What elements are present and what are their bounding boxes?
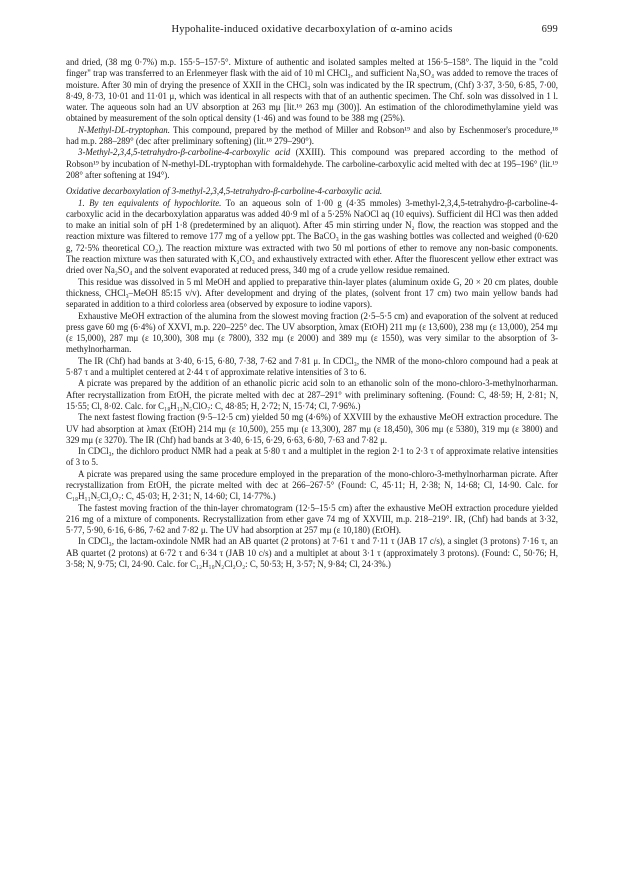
- paragraph-tlc: This residue was dissolved in 5 ml MeOH and applied to preparative thin-layer plates (aluminum oxide G, 20 × 20 cm plates, double thickness, CHCl₃–MeOH 85:15 v/v). After development and drying of the plates, (solvent front 17 cm) two main yellow bands had separated in addition to a third colorless area (observed by exposure to iodine vapors).: [66, 276, 558, 310]
- paragraph-text: (XXIII). This compound was prepared according to the method of Robson¹⁹ by incubation of N-methyl-DL-tryptophan with formaldehyde. The carboline-carboxylic acid melted with dec at 195–196° (lit.¹⁹ 208° after softening at 194°).: [66, 147, 558, 180]
- paragraph-hypochlorite-procedure: [66, 198, 558, 277]
- paragraph-carboline-acid: [66, 147, 558, 181]
- compound-name: N-Methyl-DL-tryptophan.: [78, 124, 170, 135]
- paragraph-text: This compound, prepared by the method of Miller and Robson¹⁹ and also by Eschenmoser's procedure,¹⁸ had m.p. 288–289° (dec after preliminary softening) (lit.¹⁸ 279–290°).: [66, 124, 558, 147]
- paragraph-xxviii-fraction: The next fastest flowing fraction (9·5–12·5 cm) yielded 50 mg (4·6%) of XXVIII by the exhaustive MeOH extraction procedure. The UV had absorption at λmax (EtOH) 214 mμ (ε 10,500), 255 mμ (ε 13,300), 287 mμ (ε 18,450), 306 mμ (ε 5380), 319 mμ (ε 3800) and 329 mμ (ε 3270). The IR (Chf) had bands at 3·40, 6·15, 6·29, 6·63, 6·80, 7·63 and 7·82 μ.: [66, 412, 558, 445]
- paragraph-fastest-fraction: The fastest moving fraction of the thin-layer chromatogram (12·5–15·5 cm) after the exhaustive MeOH extraction procedure yielded 216 mg of a mixture of components. Recrystallization from ether gave 74 mg of XXVIII, m.p. 218–219°. IR, (Chf) had bands at 3·32, 5·77, 5·90, 6·16, 6·86, 7·62 and 7·82 μ. The UV had absorption at 257 mμ (ε 10,180) (EtOH).: [66, 502, 558, 536]
- page-number: 699: [541, 24, 558, 35]
- paragraph-dichloro-picrate: A picrate was prepared using the same procedure employed in the preparation of the mono-chloro-3-methylnorharman picrate. After recrystallization from EtOH, the picrate melted with dec at 266–267·5° (Found: C, 45·11; H, 2·38; N, 14·68; Cl, 14·90. Calc. for C₁₈H₁₁N₅Cl₂O₇: C, 45·03; H, 2·31; N, 14·60; Cl, 14·77%.): [66, 468, 558, 502]
- article-body: [66, 57, 558, 570]
- compound-name: 3-Methyl-2,3,4,5-tetrahydro-β-carboline-4-carboxylic acid: [78, 147, 291, 158]
- paragraph-xxvi-ir-nmr: The IR (Chf) had bands at 3·40, 6·15, 6·80, 7·38, 7·62 and 7·81 μ. In CDCl₃, the NMR of the mono-chloro compound had a peak at 5·87 τ and a multiplet centered at 2·44 τ of approximate relative intensities of 3 to 6.: [66, 355, 558, 378]
- running-title: Hypohalite-induced oxidative decarboxylation of α-amino acids: [171, 24, 453, 35]
- paragraph-recovery: and dried, (38 mg 0·7%) m.p. 155·5–157·5°. Mixture of authentic and isolated samples melted at 156·5–158°. The liquid in the "cold finger" trap was transferred to an Erlenmeyer flask with the aid of 10 ml CHCl₃, and sufficient Na₂SO₄ was added to remove the traces of moisture. After 30 min of drying the presence of XXII in the CHCl₃ soln was indicated by the IR spectrum, (Chf) 3·37, 3·50, 6·85, 7·00, 8·49, 8·73, 10·01 and 11·01 μ, which was identical in all respects with that of an authentic specimen. The Chf. soln was dissolved in 1 l. water. The aqueous soln had an UV absorption at 263 mμ [lit.¹⁶ 263 mμ (300)]. An estimation of the chlorodimethylamine yield was obtained by measurement of the soln optical density (1·46) and was found to be 388 mg (25%).: [66, 57, 558, 124]
- paragraph-lactam-oxindole-nmr: In CDCl₃, the lactam-oxindole NMR had an AB quartet (2 protons) at 7·61 τ and 7·11 τ (JAB 17 c/s), a singlet (3 protons) 7·16 τ, an AB quartet (2 protons) at 6·72 τ and 6·34 τ (JAB 10 c/s) and a multiplet at about 3·1 τ (approximately 3 protons). (Found: C, 50·76; H, 3·58; N, 9·75; Cl, 24·90. Calc. for C₁₂H₁₀N₂Cl₂O₂: C, 50·53; H, 3·57; N, 9·84; Cl, 24·3%.): [66, 536, 558, 570]
- section-heading: Oxidative decarboxylation of 3-methyl-2,3,4,5-tetrahydro-β-carboline-4-carboxylic acid.: [66, 186, 383, 197]
- paragraph-text: To an aqueous soln of 1·00 g (4·35 mmoles) 3-methyl-2,3,4,5-tetrahydro-β-carboline-4-carboxylic acid in the decarboxylation apparatus was added 40·9 ml of a 5·25% NaOCl aq (10 equivs). Sufficient dil HCl was then added to make an initial soln of pH 1·8 (predetermined by an aliquot). After 45 min stirring under N₂ flow, the reaction was stopped and the reaction mixture was filtered to remove 177 mg of a yellow ppt. The BaCO₃ in the gas washing bottles was collected and weighed (0·620 g, 72·5% theoretical CO₂). The reaction mixture was extracted with two 50 ml portions of ether to remove any non-basic components. The reaction mixture was then saturated with K₂CO₃ and exhaustively extracted with ether. After the fluorescent yellow ether extract was dried over Na₂SO₄ and the solvent evaporated at reduced press, 340 mg of a crude yellow residue remained.: [66, 197, 558, 276]
- paragraph-monochloro-picrate: A picrate was prepared by the addition of an ethanolic picric acid soln to an ethanolic soln of the mono-chloro-3-methylnorharman. After recrystallization from EtOH, the picrate melted with dec at 287–291° with preliminary softening. (Found: C, 48·59; H, 2·81; N, 15·55; Cl, 8·02. Calc. for C₁₈H₁₂N₅ClO₇: C, 48·85; H, 2·72; N, 15·74; Cl, 7·96%.): [66, 378, 558, 411]
- paragraph-dichloro-nmr: In CDCl₃, the dichloro product NMR had a peak at 5·80 τ and a multiplet in the region 2·1 to 2·3 τ of approximate relative intensities of 3 to 5.: [66, 446, 558, 468]
- procedure-title: 1. By ten equivalents of hypochlorite.: [78, 197, 222, 208]
- paragraph-xxvi-extraction: Exhaustive MeOH extraction of the alumina from the slowest moving fraction (2·5–5·5 cm) and evaporation of the solvent at reduced press gave 60 mg (6·4%) of XXVI, m.p. 220–225° dec. The UV absorption, λmax (EtOH) 211 mμ (ε 13,600), 238 mμ (ε 13,000), 254 mμ (ε 15,000), 287 mμ (ε 10,300), 308 mμ (ε 7800), 332 mμ (ε 2000) and 389 mμ (ε 1550), was very similar to the absorption of 3-methylnorharman.: [66, 310, 558, 355]
- running-header: [66, 24, 558, 40]
- paragraph-methyl-tryptophan: [66, 125, 558, 148]
